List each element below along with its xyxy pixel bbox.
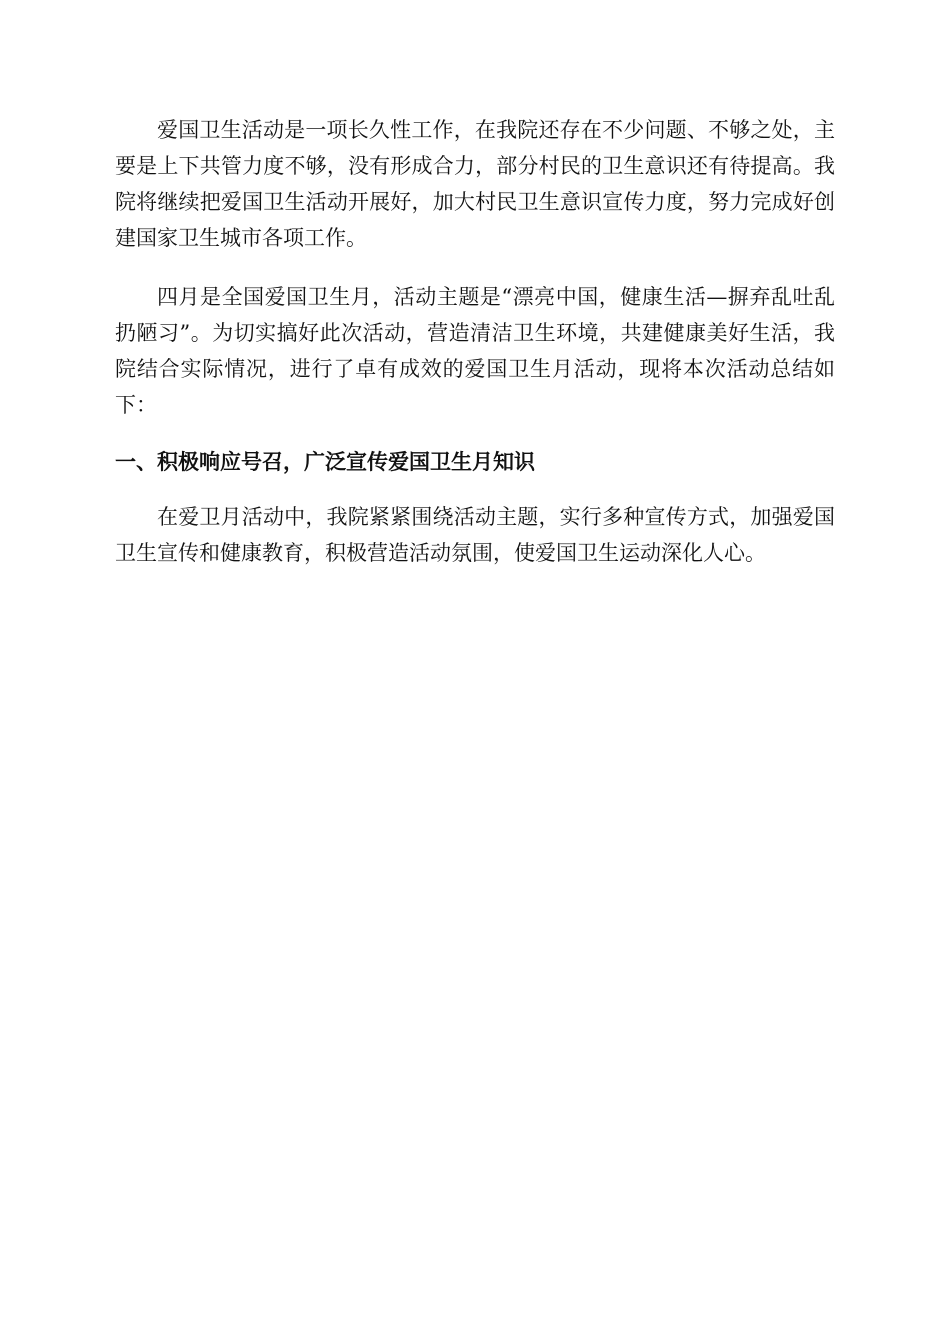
document-body	[115, 112, 835, 571]
section-heading: 一、积极响应号召，广泛宣传爱国卫生月知识	[115, 450, 535, 474]
paragraph-summary: 爱国卫生活动是一项长久性工作，在我院还存在不少问题、不够之处，主要是上下共管力度不够，没有形成合力，部分村民的卫生意识还有待提高。我院将继续把爱国卫生活动开展好，加大村民卫生意识宣传力度，努力完成好创建国家卫生城市各项工作。	[115, 118, 835, 250]
paragraph-section-body: 在爱卫月活动中，我院紧紧围绕活动主题，实行多种宣传方式，加强爱国卫生宣传和健康教育，积极营造活动氛围，使爱国卫生运动深化人心。	[115, 505, 835, 565]
paragraph-introduction: 四月是全国爱国卫生月，活动主题是“漂亮中国，健康生活—摒弃乱吐乱扔陋习”。为切实搞好此次活动，营造清洁卫生环境，共建健康美好生活，我院结合实际情况，进行了卓有成效的爱国卫生月活动，现将本次活动总结如下：	[115, 285, 835, 417]
